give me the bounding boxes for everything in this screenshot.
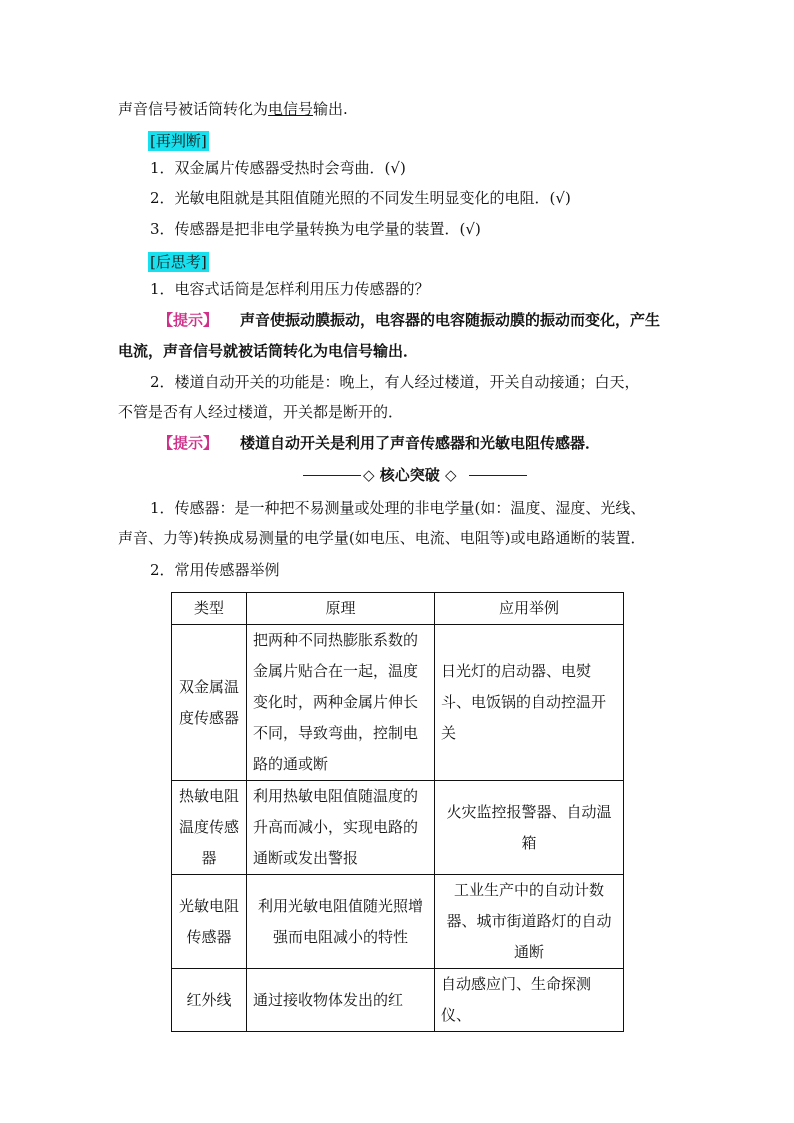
answer-text: 楼道自动开关是利用了声音传感器和光敏电阻传感器．	[240, 434, 601, 452]
header-principle: 原理	[247, 593, 435, 625]
cell-type: 双金属温度传感器	[172, 625, 247, 781]
table-row	[172, 625, 624, 781]
header-app: 应用举例	[435, 593, 624, 625]
think-question-2-line-1: 2．楼道自动开关的功能是：晚上，有人经过楼道，开关自动接通；白天，	[150, 373, 640, 391]
divider-left	[303, 475, 361, 476]
sensor-table	[171, 592, 624, 1032]
table-row	[172, 969, 624, 1032]
think-tag-label: [后思考]	[150, 253, 207, 271]
core-para-2: 2．常用传感器举例	[150, 561, 280, 579]
intro-line	[118, 99, 348, 119]
intro-suffix: 输出.	[313, 100, 348, 118]
cell-app: 日光灯的启动器、电熨斗、电饭锅的自动控温开关	[435, 625, 624, 781]
cell-app: 火灾监控报警器、自动温箱	[435, 781, 624, 875]
cell-type: 红外线	[172, 969, 247, 1032]
intro-text: 声音信号被话筒转化为	[118, 100, 269, 118]
cell-principle: 利用光敏电阻值随光照增强而电阻减小的特性	[247, 875, 435, 969]
table-row	[172, 781, 624, 875]
think-answer-1-line-1	[158, 310, 660, 330]
answer-text: 声音使振动膜振动，电容器的电容随振动膜的振动而变化，产生	[240, 311, 661, 329]
think-answer-2	[158, 433, 600, 453]
cell-app: 工业生产中的自动计数器、城市街道路灯的自动通断	[435, 875, 624, 969]
cell-type: 光敏电阻传感器	[172, 875, 247, 969]
core-title: ◇ 核心突破 ◇	[363, 466, 457, 484]
rejudge-item-3: 3．传感器是把非电学量转换为电学量的装置．(√)	[150, 220, 481, 238]
header-type: 类型	[172, 593, 247, 625]
cell-app: 自动感应门、生命探测仪、	[435, 969, 624, 1032]
rejudge-item-2: 2．光敏电阻就是其阻值随光照的不同发生明显变化的电阻．(√)	[150, 189, 571, 207]
core-para-1-line-2: 声音、力等)转换成易测量的电学量(如电压、电流、电阻等)或电路通断的装置．	[118, 529, 646, 547]
think-answer-1-line-2: 电流，声音信号就被话筒转化为电信号输出．	[118, 342, 419, 360]
divider-right	[469, 475, 527, 476]
rejudge-tag	[148, 131, 209, 151]
cell-principle: 利用热敏电阻值随温度的升高而减小，实现电路的通断或发出警报	[247, 781, 435, 875]
core-para-1-line-1: 1．传感器：是一种把不易测量或处理的非电学量(如：温度、湿度、光线、	[150, 499, 646, 517]
hint-label: 【提示】	[158, 311, 219, 329]
cell-principle: 把两种不同热膨胀系数的金属片贴合在一起，温度变化时，两种金属片伸长不同，导致弯曲，控制电路的通或断	[247, 625, 435, 781]
think-question-2-line-2: 不管是否有人经过楼道，开关都是断开的．	[118, 403, 404, 421]
think-question-1: 1．电容式话筒是怎样利用压力传感器的？	[150, 280, 430, 298]
rejudge-item-1: 1．双金属片传感器受热时会弯曲．(√)	[150, 159, 406, 177]
cell-principle: 通过接收物体发出的红	[247, 969, 435, 1032]
cell-type: 热敏电阻温度传感器	[172, 781, 247, 875]
rejudge-tag-label: [再判断]	[150, 132, 207, 150]
hint-label: 【提示】	[158, 434, 219, 452]
table-row	[172, 875, 624, 969]
think-tag	[148, 252, 209, 272]
table-header-row	[172, 593, 624, 625]
underlined-term: 电信号	[268, 100, 314, 118]
